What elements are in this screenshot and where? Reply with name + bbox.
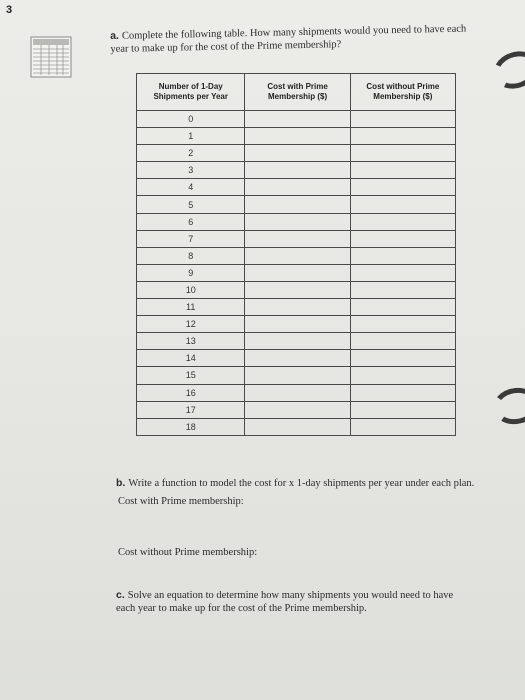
table-row: [137, 401, 456, 418]
header-cost-without-prime: Cost without Prime Membership ($): [350, 74, 455, 111]
cost-without-prime-cell[interactable]: [350, 281, 455, 298]
cost-without-prime-cell[interactable]: [350, 299, 455, 316]
shipments-cell: 14: [137, 350, 245, 367]
table-row: [137, 145, 456, 162]
cost-with-prime-cell[interactable]: [245, 299, 350, 316]
table-row: [137, 162, 456, 179]
table-row: [137, 418, 456, 435]
question-c-text: Solve an equation to determine how many shipments you would need to have each year to make up for the cost of the Prime membership.: [116, 590, 454, 614]
cost-without-prime-cell[interactable]: [350, 213, 455, 230]
question-b-label: b.: [116, 477, 126, 489]
shipments-cell: 12: [137, 316, 245, 333]
shipments-cell: 10: [137, 281, 245, 298]
cost-with-prime-cell[interactable]: [245, 196, 350, 213]
table-row: [137, 247, 456, 264]
shipments-cell: 3: [137, 162, 245, 179]
cost-with-prime-cell[interactable]: [245, 316, 350, 333]
cost-with-prime-cell[interactable]: [245, 401, 350, 418]
table-row: [137, 350, 456, 367]
table-row: [137, 179, 456, 196]
table-row: [137, 264, 456, 281]
cost-without-prime-cell[interactable]: [350, 145, 455, 162]
cost-with-prime-cell[interactable]: [245, 367, 350, 384]
table-row: [137, 384, 456, 401]
cost-with-prime-cell[interactable]: [245, 179, 350, 196]
question-b-text: Write a function to model the cost for x 1-day shipments per year under each plan.: [128, 478, 475, 489]
shipments-cell: 9: [137, 264, 245, 281]
cost-with-prime-cell[interactable]: [245, 111, 350, 128]
shipment-cost-table: [136, 73, 456, 436]
shipments-cell: 15: [137, 367, 245, 384]
shipments-cell: 5: [137, 196, 245, 213]
cost-without-prime-cell[interactable]: [350, 179, 455, 196]
cost-with-prime-cell[interactable]: [245, 213, 350, 230]
cost-without-prime-cell[interactable]: [350, 247, 455, 264]
cost-without-prime-prompt[interactable]: Cost without Prime membership:: [118, 547, 258, 558]
shipments-cell: 6: [137, 213, 245, 230]
cost-with-prime-cell[interactable]: [245, 333, 350, 350]
table-row: [137, 367, 456, 384]
cost-without-prime-cell[interactable]: [350, 367, 455, 384]
question-c: [116, 589, 466, 615]
cost-without-prime-cell[interactable]: [350, 230, 455, 247]
cost-with-prime-cell[interactable]: [245, 128, 350, 145]
cost-without-prime-cell[interactable]: [350, 418, 455, 435]
table-row: [137, 299, 456, 316]
shipments-cell: 0: [137, 111, 245, 128]
cost-with-prime-cell[interactable]: [245, 350, 350, 367]
question-a-text: Complete the following table. How many shipments would you need to have each year to make up for the cost of the Prime membership?: [110, 23, 467, 55]
cost-without-prime-cell[interactable]: [350, 316, 455, 333]
cost-without-prime-cell[interactable]: [350, 401, 455, 418]
cost-with-prime-cell[interactable]: [245, 281, 350, 298]
cost-without-prime-cell[interactable]: [350, 350, 455, 367]
cost-without-prime-cell[interactable]: [350, 196, 455, 213]
table-row: [137, 196, 456, 213]
table-row: [137, 128, 456, 145]
shipments-cell: 18: [137, 418, 245, 435]
shipments-cell: 13: [137, 333, 245, 350]
shipments-cell: 4: [137, 179, 245, 196]
cost-without-prime-cell[interactable]: [350, 162, 455, 179]
question-b: [116, 476, 474, 491]
cost-without-prime-cell[interactable]: [350, 384, 455, 401]
shipments-cell: 1: [137, 128, 245, 145]
table-row: [137, 281, 456, 298]
shipments-cell: 17: [137, 401, 245, 418]
binder-ring-icon: [490, 384, 525, 427]
cost-without-prime-cell[interactable]: [350, 128, 455, 145]
cost-with-prime-cell[interactable]: [245, 418, 350, 435]
cost-with-prime-prompt[interactable]: Cost with Prime membership:: [118, 496, 244, 507]
shipments-cell: 11: [137, 299, 245, 316]
shipments-cell: 2: [137, 145, 245, 162]
cost-with-prime-cell[interactable]: [245, 264, 350, 281]
question-a-label: a.: [110, 29, 120, 42]
header-shipments: Number of 1-Day Shipments per Year: [137, 74, 245, 111]
cost-with-prime-cell[interactable]: [245, 230, 350, 247]
header-cost-with-prime: Cost with Prime Membership ($): [245, 74, 350, 111]
cost-with-prime-cell[interactable]: [245, 384, 350, 401]
table-row: [137, 111, 456, 128]
shipments-cell: 16: [137, 384, 245, 401]
question-c-label: c.: [116, 589, 125, 601]
shipments-cell: 8: [137, 247, 245, 264]
page-number: 3: [6, 4, 13, 16]
table-row: [137, 316, 456, 333]
table-row: [137, 333, 456, 350]
table-row: [137, 213, 456, 230]
cost-with-prime-cell[interactable]: [245, 247, 350, 264]
binder-ring-icon: [488, 45, 525, 95]
cost-with-prime-cell[interactable]: [245, 162, 350, 179]
cost-without-prime-cell[interactable]: [350, 111, 455, 128]
shipments-cell: 7: [137, 230, 245, 247]
cost-with-prime-cell[interactable]: [245, 145, 350, 162]
table-grid-icon: [30, 36, 72, 78]
table-header-row: [137, 74, 456, 111]
cost-without-prime-cell[interactable]: [350, 333, 455, 350]
question-a: [110, 22, 480, 56]
cost-without-prime-cell[interactable]: [350, 264, 455, 281]
table-row: [137, 230, 456, 247]
